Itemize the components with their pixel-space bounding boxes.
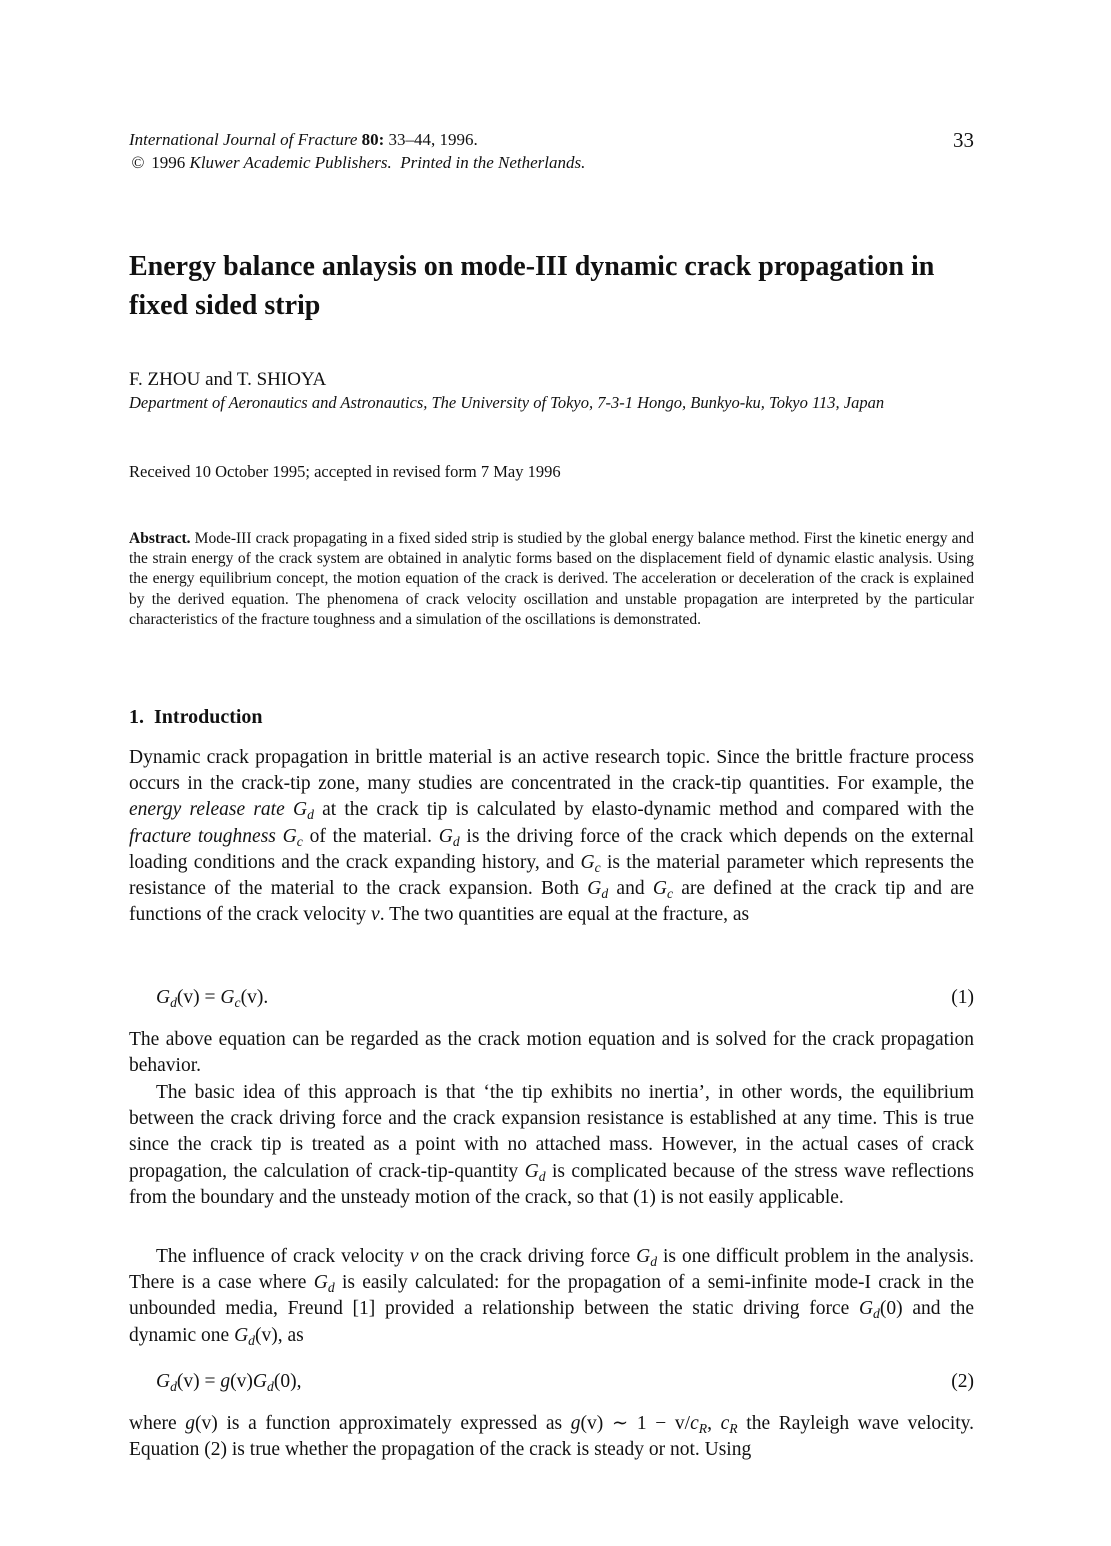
math-Gc: $G_c$ (652, 878, 673, 902)
math-Gc: $G_c$ (282, 825, 303, 849)
math-Gd: $G_d$ (858, 1298, 880, 1322)
equation-1-number: (1) (951, 987, 974, 1008)
intro-paragraph-5: where g(v) is a function approximately expressed as g(v) ∼ $1 - v/c_R$, $c_R$ the Rayleigh wave velocity. Equation (2) is true whether the propagation of the crack is steady or not. Using (129, 1413, 975, 1461)
math-g: g (570, 1413, 581, 1434)
intro-paragraph-3: The basic idea of this approach is that ‘the tip exhibits no inertia’, in other words, the equilibrium between the crack driving force and the crack expansion resistance is established at any time. This is true since the crack tip is treated as a point with no attached mass. However, in the actual cases of crack propagation, the calculation of crack-tip-quantity $G_d$ is complicated because of the stress wave reflections from the boundary and the unsteady motion of the crack, so that (1) is not easily applicable. (129, 1082, 975, 1208)
copyright-symbol: © (131, 153, 145, 172)
equation-2-body: $G_d(v) = g(v)G_d(0)$, (156, 1371, 302, 1395)
abstract-label: Abstract. (129, 530, 191, 547)
printed-note: Printed in the Netherlands. (400, 153, 586, 172)
equation-1-body: $G_d(v) = G_c(v)$. (156, 987, 269, 1011)
section-heading-introduction (129, 704, 263, 730)
intro-paragraph-2: The above equation can be regarded as the crack motion equation and is solved for the crack propagation behavior. (129, 1029, 974, 1077)
math-Gd: $G_d$ (292, 799, 314, 823)
copyright-notice (129, 152, 974, 174)
author-affiliation: Department of Aeronautics and Astronautics, The University of Tokyo, 7-3-1 Hongo, Bunkyo-ku, Tokyo 113, Japan (129, 393, 885, 412)
page-number: 33 (953, 128, 974, 152)
math-g: g (185, 1413, 196, 1434)
math-Gd: $G_d$ (313, 1272, 335, 1296)
journal-name: International Journal of Fracture (129, 130, 358, 149)
math-v: v (371, 904, 380, 926)
math-cR: $c_R$ (690, 1413, 708, 1437)
journal-volume: 80: (361, 130, 385, 149)
math-Gd: $G_d$ (524, 1160, 546, 1184)
math-Gd: $G_d$ (587, 878, 609, 902)
math-Gc: $G_c$ (580, 851, 601, 875)
journal-pages-year: 33–44, 1996. (384, 130, 478, 149)
paper-title: Energy balance anlaysis on mode-III dynamic crack propagation in fixed sided strip (129, 251, 935, 321)
math-cR: $c_R$ (720, 1413, 738, 1437)
section-number: 1. (129, 706, 144, 728)
journal-citation (129, 128, 974, 152)
journal-header (129, 128, 974, 174)
equation-1 (129, 984, 974, 1012)
section-title: Introduction (154, 706, 263, 728)
math-v: v (409, 1246, 419, 1267)
copyright-year: 1996 (147, 153, 190, 172)
math-Gd: $G_d$ (636, 1246, 658, 1270)
abstract-text: Mode-III crack propagating in a fixed sided strip is studied by the global energy balance method. First the kinetic energy and the strain energy of the crack system are obtained in analytic forms based on the displacement field of dynamic elastic analysis. Using the energy equilibrium concept, the motion equation of the crack is derived. The acceleration or deceleration of the crack is explained by the derived equation. The phenomena of crack velocity oscillation and unstable propagation are interpreted by the particular characteristics of the fracture toughness and a simulation of the oscillations is demonstrated. (129, 530, 974, 628)
math-Gd: $G_d$ (234, 1324, 255, 1348)
equation-2 (129, 1368, 974, 1396)
received-dates: Received 10 October 1995; accepted in revised form 7 May 1996 (129, 462, 561, 481)
intro-paragraph-1: Dynamic crack propagation in brittle material is an active research topic. Since the brittle fracture process occurs in the crack-tip zone, many studies are concentrated in the crack-tip quantities. For example, the energy release rate $G_d$ at the crack tip is calculated by elasto-dynamic method and compared with the fracture toughness $G_c$ of the material. $G_d$ is the driving force of the crack which depends on the external loading conditions and the crack expanding history, and $G_c$ is the material parameter which represents the resistance of the material to the crack expansion. Both $G_d$ and $G_c$ are defined at the crack tip and are functions of the crack velocity v. The two quantities are equal at the fracture, as (129, 747, 975, 926)
publisher-name: Kluwer Academic Publishers. (189, 153, 392, 172)
equation-2-number: (2) (951, 1371, 974, 1392)
paper-authors: F. ZHOU and T. SHIOYA (129, 369, 327, 390)
math-Gd: $G_d$ (438, 825, 460, 849)
intro-paragraph-4: The influence of crack velocity v on the crack driving force $G_d$ is one difficult problem in the analysis. There is a case where $G_d$ is easily calculated: for the propagation of a semi-infinite mode-I crack in the unbounded media, Freund [1] provided a relationship between the static driving force $G_d(0)$ and the dynamic one $G_d(v)$, as (129, 1246, 974, 1348)
abstract (129, 529, 974, 630)
